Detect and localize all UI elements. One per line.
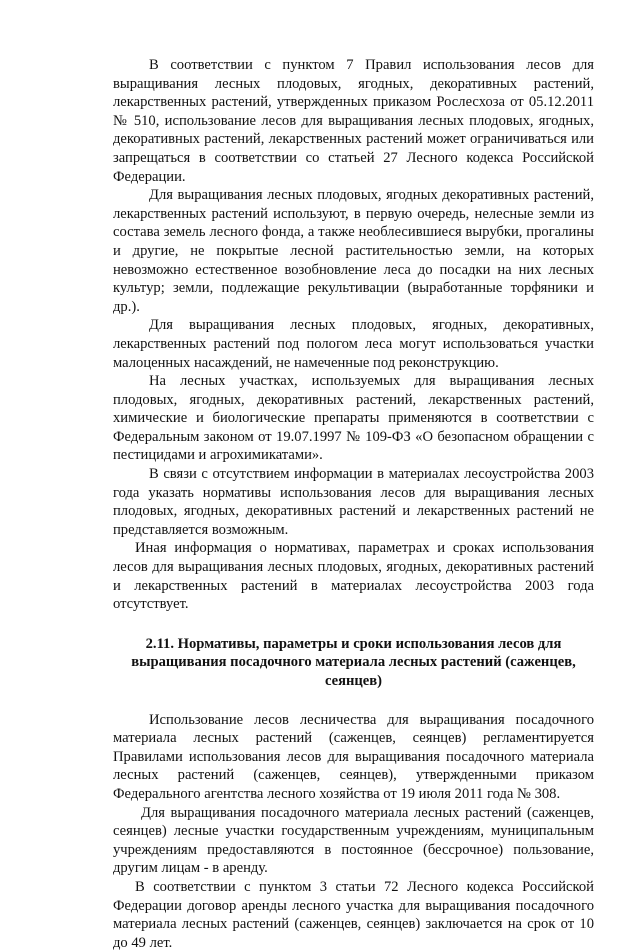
- paragraph-under-canopy: Для выращивания лесных плодовых, ягодных, декоративных, лекарственных растений под пологом леса могут использоваться участки малоценных насаждений, не намеченные под реконструкцию.: [113, 317, 594, 371]
- section-heading-2-11: 2.11. Нормативы, параметры и сроки использования лесов для выращивания посадочного материала лесных растений (саженцев, сеянцев): [131, 635, 576, 689]
- paragraph-land-provision: Для выращивания посадочного материала лесных растений (саженцев, сеянцев) лесные участки государственным учреждениям, муниципальным учреждениям предоставляются в постоянное (бессрочное) пользование, другим лицам - в аренду.: [113, 804, 594, 877]
- document-body: [113, 56, 594, 952]
- paragraph-other-information: Иная информация о нормативах, параметрах и сроках использования лесов для выращивания лесных плодовых, ягодных, декоративных растений и лекарственных растений в материалах лесоустройства 2003 года отсутствует.: [113, 540, 594, 613]
- paragraph-land-usage: Для выращивания лесных плодовых, ягодных декоративных растений, лекарственных растений используют, в первую очередь, нелесные земли из состава земель лесного фонда, а также необлесившиеся вырубки, прогалины и другие, не покрытые лесной растительностью земли, на которых невозможно естественное возобновление леса до посадки на них лесных культур; земли, подлежащие рекультивации (выработанные торфяники и др.).: [113, 187, 594, 315]
- paragraph-rules-clause-7: В соответствии с пунктом 7 Правил использования лесов для выращивания лесных плодовых, ягодных, декоративных растений, лекарственных растений, утвержденных приказом Рослесхоза от 05.12.2011 № 510, использование лесов для выращивания лесных плодовых, ягодных, декоративных растений, лекарственных растений может ограничиваться или запрещаться в соответствии со статьей 27 Лесного кодекса Российской Федерации.: [113, 57, 594, 185]
- paragraph-lease-term: В соответствии с пунктом 3 статьи 72 Лесного кодекса Российской Федерации договор аренды лесного участка для выращивания посадочного материала лесных растений (саженцев, сеянцев) заключается на срок от 10 до 49 лет.: [113, 878, 594, 951]
- paragraph-no-information: В связи с отсутствием информации в материалах лесоустройства 2003 года указать нормативы использования лесов для выращивания лесных плодовых, ягодных, декоративных растений и лекарственных растений не представляется возможным.: [113, 466, 594, 538]
- paragraph-chemicals: На лесных участках, используемых для выращивания лесных плодовых, ягодных, декоративных растений, лекарственных растений, химические и биологические препараты применяются в соответствии с Федеральным законом от 19.07.1997 № 109-ФЗ «О безопасном обращении с пестицидами и агрохимикатами».: [113, 373, 594, 464]
- paragraph-forest-use-planting-material: Использование лесов лесничества для выращивания посадочного материала лесных растений (саженцев, сеянцев) регламентируется Правилами использования лесов для выращивания посадочного материала лесных растений (саженцев, сеянцев), утвержденными приказом Федерального агентства лесного хозяйства от 19 июля 2011 года № 308.: [113, 711, 594, 802]
